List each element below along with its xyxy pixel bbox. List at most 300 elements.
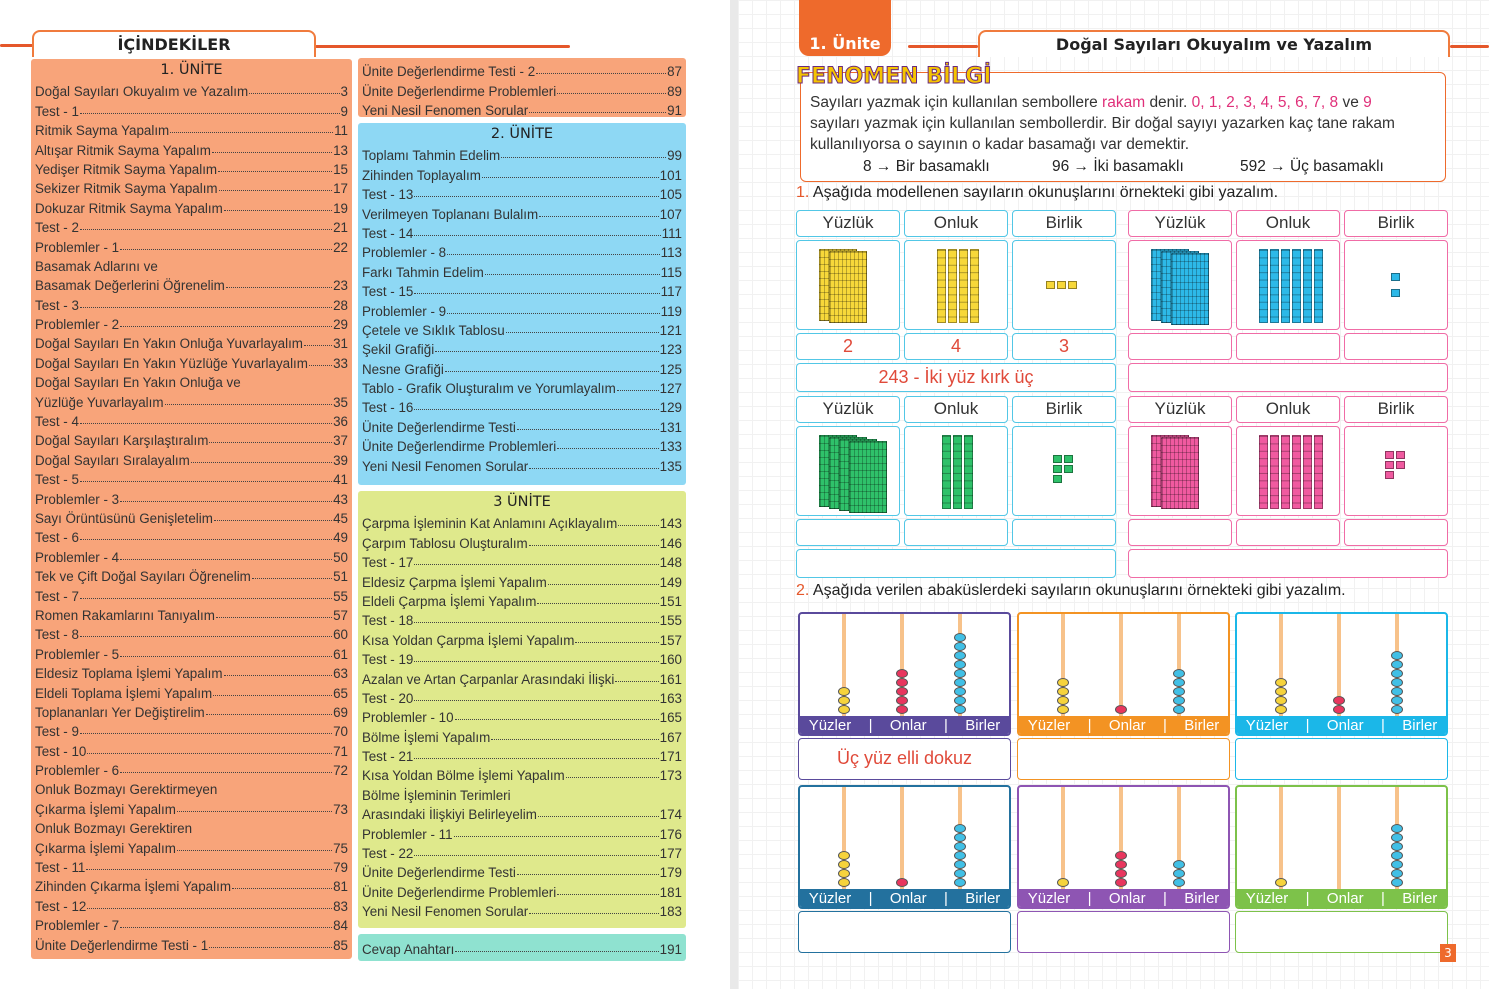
toc-entry-title: Test - 14 bbox=[362, 225, 414, 241]
abacus-separator: | bbox=[1305, 889, 1310, 907]
reading-answer-field[interactable] bbox=[796, 549, 1116, 578]
toc-entry-page: 60 bbox=[333, 627, 348, 643]
block-model-cell bbox=[1128, 240, 1232, 330]
toc-entry[interactable] bbox=[35, 778, 348, 797]
toc-entry-title: Test - 6 bbox=[35, 530, 79, 546]
abacus-separator: | bbox=[1162, 716, 1167, 734]
dot-leader bbox=[249, 93, 339, 94]
toc-entry[interactable] bbox=[35, 138, 348, 157]
toc-entry-title: Nesne Grafiği bbox=[362, 361, 444, 377]
abacus-separator: | bbox=[868, 889, 873, 907]
abacus-reading-field[interactable] bbox=[1017, 738, 1230, 780]
toc-entry[interactable] bbox=[362, 628, 682, 647]
abacus-label: Yüzler bbox=[1027, 889, 1071, 907]
toc-entry[interactable] bbox=[35, 351, 348, 370]
toc-entry[interactable] bbox=[362, 706, 682, 725]
dot-leader bbox=[177, 850, 332, 851]
abacus-labels bbox=[1237, 716, 1446, 734]
abacus-bead bbox=[1391, 678, 1403, 687]
dot-leader bbox=[304, 345, 332, 346]
hundred-flat bbox=[1161, 437, 1199, 509]
dot-leader bbox=[557, 894, 658, 895]
toc-entry[interactable] bbox=[362, 377, 682, 396]
abacus-bead bbox=[838, 869, 850, 878]
abacus-label: Onlar bbox=[1326, 889, 1364, 907]
abacus bbox=[798, 612, 1011, 736]
abacus-rod bbox=[900, 787, 904, 889]
toc-entry[interactable] bbox=[35, 274, 348, 293]
abacus-label: Birler bbox=[1184, 889, 1220, 907]
toc-entry[interactable] bbox=[35, 623, 348, 642]
toc-entry-title: Çarpım Tablosu Oluşturalım bbox=[362, 535, 528, 551]
dot-leader bbox=[485, 274, 660, 275]
dot-leader bbox=[414, 196, 658, 197]
column-header: Yüzlük bbox=[1128, 210, 1232, 237]
toc-entry[interactable] bbox=[35, 642, 348, 661]
toc-entry[interactable] bbox=[35, 332, 348, 351]
toc-entry[interactable] bbox=[35, 313, 348, 332]
abacus-reading-field[interactable] bbox=[798, 911, 1011, 953]
toc-entry[interactable] bbox=[362, 435, 682, 454]
dot-leader bbox=[120, 501, 332, 502]
toc-entry[interactable] bbox=[362, 822, 682, 841]
toc-entry[interactable] bbox=[362, 260, 682, 279]
dot-leader bbox=[309, 365, 332, 366]
ten-rod bbox=[1259, 249, 1268, 323]
dot-leader bbox=[414, 855, 658, 856]
abacus-bead bbox=[838, 878, 850, 887]
toc-entry[interactable] bbox=[362, 415, 682, 434]
toc-entry[interactable] bbox=[35, 933, 348, 952]
dot-leader bbox=[435, 351, 658, 352]
toc-entry-title: Kısa Yoldan Çarpma İşlemi Yapalım bbox=[362, 632, 575, 648]
abacus-label: Yüzler bbox=[808, 889, 852, 907]
toc-entry[interactable] bbox=[362, 687, 682, 706]
dot-leader bbox=[447, 313, 660, 314]
toc-entry-title: Toplananları Yer Değiştirelim bbox=[35, 704, 205, 720]
toc-entry[interactable] bbox=[362, 531, 682, 550]
info-line-1 bbox=[810, 92, 1450, 113]
dot-leader bbox=[232, 888, 332, 889]
toc-entry[interactable] bbox=[35, 80, 348, 99]
toc-entry[interactable] bbox=[362, 764, 682, 783]
dot-leader bbox=[414, 700, 658, 701]
ten-rod bbox=[1303, 435, 1312, 509]
toc-entry[interactable] bbox=[35, 701, 348, 720]
toc-entry-page: 75 bbox=[333, 840, 348, 856]
toc-entry-title: Sayı Örüntüsünü Genişletelim bbox=[35, 510, 213, 526]
ten-rod bbox=[1281, 249, 1290, 323]
abacus-bead bbox=[1057, 878, 1069, 887]
toc-entry-page: 71 bbox=[333, 743, 348, 759]
abacus-separator: | bbox=[1380, 716, 1385, 734]
toc-entry-page: 17 bbox=[333, 181, 348, 197]
toc-entry[interactable] bbox=[362, 319, 682, 338]
dot-leader bbox=[537, 603, 658, 604]
example-two-digit: 96 → İki basamaklı bbox=[1052, 158, 1184, 175]
toc-entry[interactable] bbox=[35, 681, 348, 700]
toc-entry-page: 115 bbox=[660, 264, 682, 280]
toc-entry[interactable] bbox=[362, 861, 682, 880]
dot-leader bbox=[252, 578, 332, 579]
toc-entry[interactable] bbox=[35, 875, 348, 894]
toc-entry[interactable] bbox=[362, 396, 682, 415]
toc-entry[interactable] bbox=[35, 429, 348, 448]
abacus-bead bbox=[1391, 851, 1403, 860]
abacus-rod bbox=[1119, 614, 1123, 716]
block-model-cell bbox=[796, 426, 900, 516]
toc-entry-title: Ünite Değerlendirme Problemleri bbox=[362, 884, 557, 900]
hundred-flat bbox=[849, 441, 887, 513]
toc-entry-page: 113 bbox=[660, 245, 682, 261]
toc-entry[interactable] bbox=[35, 196, 348, 215]
toc-entry[interactable] bbox=[35, 293, 348, 312]
abacus-label: Birler bbox=[1184, 716, 1220, 734]
toc-entry-title: Test - 20 bbox=[362, 690, 414, 706]
abacus-bead bbox=[954, 642, 966, 651]
toc-entry[interactable] bbox=[362, 803, 682, 822]
toc-entry-page: 123 bbox=[659, 342, 682, 358]
toc-entry-page: 11 bbox=[334, 123, 348, 139]
dot-leader bbox=[414, 235, 660, 236]
toc-entry[interactable] bbox=[35, 255, 348, 274]
toc-entry-page: 63 bbox=[333, 666, 348, 682]
toc-entry-title: Basamak Değerlerini Öğrenelim bbox=[35, 278, 225, 294]
toc-entry[interactable] bbox=[362, 900, 682, 919]
toc-entry[interactable] bbox=[35, 545, 348, 564]
toc-entry[interactable] bbox=[35, 468, 348, 487]
toc-entry[interactable] bbox=[35, 604, 348, 623]
abacus-separator: | bbox=[868, 716, 873, 734]
abacus-bead bbox=[954, 869, 966, 878]
dot-leader bbox=[191, 462, 332, 463]
toc-entry[interactable] bbox=[362, 163, 682, 182]
toc-entry[interactable] bbox=[362, 357, 682, 376]
abacus-bead bbox=[954, 660, 966, 669]
block-model-cell bbox=[796, 240, 900, 330]
toc-entry-title: Onluk Bozmayı Gerektirmeyen bbox=[35, 782, 218, 798]
unit-cube bbox=[1053, 465, 1062, 473]
digit-answer-field[interactable] bbox=[1128, 519, 1232, 546]
dot-leader bbox=[120, 326, 332, 327]
toc-entry[interactable] bbox=[362, 783, 682, 802]
ten-rod bbox=[1292, 435, 1301, 509]
toc-entry-title: Altışar Ritmik Sayma Yapalım bbox=[35, 142, 211, 158]
toc-entry-title: Basamak Adlarını ve bbox=[35, 258, 158, 274]
abacus-label: Birler bbox=[1402, 889, 1438, 907]
dot-leader bbox=[80, 481, 332, 482]
digit-answer-field[interactable] bbox=[1344, 519, 1448, 546]
toc-entry[interactable] bbox=[35, 817, 348, 836]
unit3-heading: 3 ÜNİTE bbox=[493, 494, 551, 510]
column-header: Onluk bbox=[904, 396, 1008, 423]
abacus-reading-field[interactable] bbox=[1017, 911, 1230, 953]
abacus-label: Birler bbox=[965, 716, 1001, 734]
fenomen-logo: FENOMEN BİLGİ bbox=[796, 64, 992, 89]
dot-leader bbox=[617, 390, 659, 391]
abacus-label: Yüzler bbox=[808, 716, 852, 734]
reading-answer-field[interactable] bbox=[1128, 549, 1448, 578]
toc-entry[interactable] bbox=[362, 551, 682, 570]
toc-entry[interactable] bbox=[362, 648, 682, 667]
abacus-bead bbox=[1391, 860, 1403, 869]
toc-entry[interactable] bbox=[35, 894, 348, 913]
toc-entry[interactable] bbox=[362, 79, 682, 98]
unit-cube bbox=[1396, 451, 1405, 459]
abacus-bead bbox=[1275, 678, 1287, 687]
toc-entry[interactable] bbox=[35, 662, 348, 681]
dot-leader bbox=[80, 423, 332, 424]
unit-cube bbox=[1068, 281, 1077, 289]
abacus-reading-field[interactable] bbox=[1235, 738, 1448, 780]
dot-leader bbox=[615, 681, 658, 682]
toc-entry[interactable] bbox=[35, 216, 348, 235]
unit-cube bbox=[1046, 281, 1055, 289]
abacus-bead bbox=[1391, 833, 1403, 842]
abacus-bead bbox=[1275, 705, 1287, 714]
toc-entry[interactable] bbox=[362, 609, 682, 628]
toc-entry-page: 125 bbox=[659, 361, 682, 377]
toc-entry-title: Ünite Değerlendirme Problemleri bbox=[362, 439, 557, 455]
toc-entry[interactable] bbox=[35, 158, 348, 177]
reading-answer-field[interactable] bbox=[1128, 363, 1448, 392]
digit-answer-field[interactable] bbox=[1344, 333, 1448, 360]
info-line-3: kullanılıyorsa o sayının o kadar basamağı var demektir. bbox=[810, 136, 1190, 153]
unit1-list bbox=[35, 80, 348, 953]
toc-entry[interactable] bbox=[35, 759, 348, 778]
abacus-rod bbox=[1061, 787, 1065, 889]
toc-entry[interactable] bbox=[362, 183, 682, 202]
digit-answer-field[interactable] bbox=[1128, 333, 1232, 360]
toc-entry[interactable] bbox=[362, 842, 682, 861]
toc-entry[interactable] bbox=[35, 584, 348, 603]
dot-leader bbox=[454, 836, 659, 837]
toc-entry[interactable] bbox=[362, 144, 682, 163]
abacus bbox=[1017, 785, 1230, 909]
toc-entry[interactable] bbox=[35, 99, 348, 118]
toc-entry[interactable] bbox=[35, 914, 348, 933]
toc-entry[interactable] bbox=[35, 565, 348, 584]
column-header: Onluk bbox=[904, 210, 1008, 237]
block-model-cell bbox=[1344, 426, 1448, 516]
abacus-labels bbox=[1237, 889, 1446, 907]
question-1-number: 1. bbox=[796, 184, 810, 201]
toc-entry-page: 31 bbox=[333, 336, 348, 352]
abacus-bead bbox=[1391, 878, 1403, 887]
toc-entry-title: Arasındaki İlişkiyi Belirleyelim bbox=[362, 807, 537, 823]
abacus-label: Yüzler bbox=[1245, 889, 1289, 907]
toc-entry[interactable] bbox=[362, 745, 682, 764]
toc-entry-page: 101 bbox=[659, 167, 682, 183]
unit-cube bbox=[1053, 455, 1062, 463]
toc-entry-page: 183 bbox=[659, 904, 682, 920]
toc-entry-page: 155 bbox=[659, 613, 682, 629]
toc-entry[interactable] bbox=[35, 739, 348, 758]
dot-leader bbox=[120, 656, 332, 657]
title-stripe-right bbox=[1450, 45, 1489, 48]
toc-entry-title: Bölme İşleminin Terimleri bbox=[362, 787, 511, 803]
column-header: Yüzlük bbox=[1128, 396, 1232, 423]
toc-entry-title: Onluk Bozmayı Gerektiren bbox=[35, 821, 193, 837]
toc-entry[interactable] bbox=[35, 410, 348, 429]
digit-answer-field[interactable] bbox=[1012, 519, 1116, 546]
toc-entry[interactable] bbox=[35, 177, 348, 196]
toc-entry[interactable] bbox=[362, 454, 682, 473]
dot-leader bbox=[491, 739, 658, 740]
toc-entry[interactable] bbox=[35, 119, 348, 138]
toc-entry-title: Yeni Nesil Fenomen Sorular bbox=[362, 458, 529, 474]
toc-entry-title: Çıkarma İşlemi Yapalım bbox=[35, 801, 176, 817]
dot-leader bbox=[455, 951, 658, 952]
toc-entry-page: 107 bbox=[659, 206, 682, 222]
toc-entry[interactable] bbox=[362, 241, 682, 260]
digit-answer-field[interactable] bbox=[1236, 519, 1340, 546]
dot-leader bbox=[219, 190, 333, 191]
abacus-bead bbox=[954, 669, 966, 678]
abacus-bead bbox=[1391, 651, 1403, 660]
toc-entry[interactable] bbox=[35, 235, 348, 254]
toc-entry-title: Tablo - Grafik Oluşturalım ve Yorumlayalım bbox=[362, 381, 616, 397]
abacus bbox=[798, 785, 1011, 909]
toc-entry-title: Test - 21 bbox=[362, 749, 414, 765]
dot-leader bbox=[87, 753, 332, 754]
unit1-heading: 1. ÜNİTE bbox=[160, 62, 223, 78]
toc-entry[interactable] bbox=[35, 836, 348, 855]
abacus-bead bbox=[1275, 878, 1287, 887]
ten-rod bbox=[970, 249, 979, 323]
toc-entry[interactable] bbox=[35, 371, 348, 390]
toc-entry[interactable] bbox=[362, 222, 682, 241]
toc-entry[interactable] bbox=[35, 507, 348, 526]
abacus-reading-answer: Üç yüz elli dokuz bbox=[798, 738, 1011, 780]
toc-entry[interactable] bbox=[35, 720, 348, 739]
toc-entry-title: Problemler - 5 bbox=[35, 646, 120, 662]
digit-answer-field[interactable] bbox=[1236, 333, 1340, 360]
toc-entry-title: Ünite Değerlendirme Testi - 2 bbox=[362, 64, 536, 80]
toc-entry-title: Azalan ve Artan Çarpanlar Arasındaki İlişki bbox=[362, 671, 615, 687]
abacus-separator: | bbox=[1162, 889, 1167, 907]
toc-entry-page: 43 bbox=[333, 491, 348, 507]
abacus-label: Onlar bbox=[889, 716, 927, 734]
dot-leader bbox=[557, 448, 658, 449]
worksheet-page bbox=[738, 0, 1489, 989]
dot-leader bbox=[575, 642, 658, 643]
toc-entry-page: 173 bbox=[659, 768, 682, 784]
toc-entry-title: Test - 19 bbox=[362, 652, 414, 668]
toc-entry[interactable] bbox=[35, 526, 348, 545]
hundred-flat bbox=[1171, 253, 1209, 325]
toc-entry[interactable] bbox=[362, 280, 682, 299]
abacus-label: Onlar bbox=[1108, 889, 1146, 907]
toc-entry-title: Test - 1 bbox=[35, 103, 79, 119]
toc-entry[interactable] bbox=[35, 487, 348, 506]
toc-entry[interactable] bbox=[35, 390, 348, 409]
toc-entry-page: 165 bbox=[659, 710, 682, 726]
abacus-bead bbox=[954, 851, 966, 860]
toc-entry[interactable] bbox=[362, 60, 682, 79]
unit1-continued-list bbox=[362, 60, 682, 118]
toc-entry-title: Verilmeyen Toplananı Bulalım bbox=[362, 206, 539, 222]
toc-entry[interactable] bbox=[362, 570, 682, 589]
toc-entry[interactable] bbox=[362, 202, 682, 221]
abacus-separator: | bbox=[1305, 716, 1310, 734]
dot-leader bbox=[218, 171, 332, 172]
unit1-panel bbox=[31, 59, 352, 959]
toc-entry-page: 167 bbox=[659, 729, 682, 745]
dot-leader bbox=[165, 404, 333, 405]
toc-entry-page: 179 bbox=[659, 865, 682, 881]
toc-entry[interactable] bbox=[35, 448, 348, 467]
abacus-bead bbox=[954, 860, 966, 869]
answer-key-label: Cevap Anahtarı bbox=[362, 942, 455, 958]
column-header: Birlik bbox=[1344, 210, 1448, 237]
digit-answer-field[interactable] bbox=[796, 519, 900, 546]
toc-entry[interactable] bbox=[362, 512, 682, 531]
toc-entry-page: 57 bbox=[333, 607, 348, 623]
toc-entry-title: Doğal Sayıları Okuyalım ve Yazalım bbox=[35, 84, 249, 100]
unit2-list bbox=[362, 144, 682, 474]
unit-cube bbox=[1391, 273, 1400, 281]
abacus-reading-field[interactable] bbox=[1235, 911, 1448, 953]
dot-leader bbox=[213, 695, 332, 696]
toc-entry-page: 174 bbox=[659, 807, 682, 823]
toc-entry-page: 143 bbox=[659, 516, 682, 532]
dot-leader bbox=[455, 719, 659, 720]
toc-entry-title: Yüzlüğe Yuvarlayalım bbox=[35, 394, 164, 410]
toc-entry-page: 3 bbox=[340, 84, 348, 100]
dot-leader bbox=[120, 772, 332, 773]
toc-entry-page: 55 bbox=[333, 588, 348, 604]
column-header: Birlik bbox=[1012, 396, 1116, 423]
unit-cube bbox=[1385, 471, 1394, 479]
toc-entry-title: Problemler - 6 bbox=[35, 763, 120, 779]
toc-entry-page: 41 bbox=[333, 472, 348, 488]
toc-entry[interactable] bbox=[35, 856, 348, 875]
question-2-text: Aşağıda verilen abaküslerdeki sayıların okunuşlarını örnekteki gibi yazalım. bbox=[812, 582, 1346, 599]
toc-entry[interactable] bbox=[362, 99, 682, 118]
toc-entry-page: 84 bbox=[333, 918, 348, 934]
abacus-bead bbox=[1173, 860, 1185, 869]
abacus-bead bbox=[1173, 705, 1185, 714]
toc-entry-title: Problemler - 3 bbox=[35, 491, 120, 507]
toc-entry[interactable] bbox=[35, 797, 348, 816]
unit2-panel bbox=[358, 123, 686, 485]
dot-leader bbox=[209, 947, 332, 948]
toc-entry-page: 69 bbox=[333, 704, 348, 720]
toc-entry[interactable] bbox=[362, 590, 682, 609]
toc-entry[interactable] bbox=[362, 338, 682, 357]
dot-leader bbox=[80, 539, 332, 540]
abacus-bead bbox=[1333, 696, 1345, 705]
answer-key-row[interactable] bbox=[362, 938, 682, 957]
dot-leader bbox=[80, 636, 332, 637]
toc-entry[interactable] bbox=[362, 880, 682, 899]
toc-entry-title: Eldeli Çarpma İşlemi Yapalım bbox=[362, 593, 537, 609]
toc-entry-title: Doğal Sayıları Karşılaştıralım bbox=[35, 433, 209, 449]
toc-entry-page: 117 bbox=[660, 284, 682, 300]
toc-entry-title: Problemler - 2 bbox=[35, 317, 120, 333]
toc-entry[interactable] bbox=[362, 667, 682, 686]
dot-leader bbox=[224, 210, 332, 211]
toc-entry[interactable] bbox=[362, 725, 682, 744]
toc-entry-page: 177 bbox=[659, 846, 682, 862]
digit-answer-field[interactable] bbox=[904, 519, 1008, 546]
toc-entry-page: 15 bbox=[333, 161, 348, 177]
answer-key-panel bbox=[358, 934, 686, 961]
toc-entry[interactable] bbox=[362, 299, 682, 318]
abacus-bead bbox=[896, 687, 908, 696]
toc-entry-title: Test - 9 bbox=[35, 724, 79, 740]
